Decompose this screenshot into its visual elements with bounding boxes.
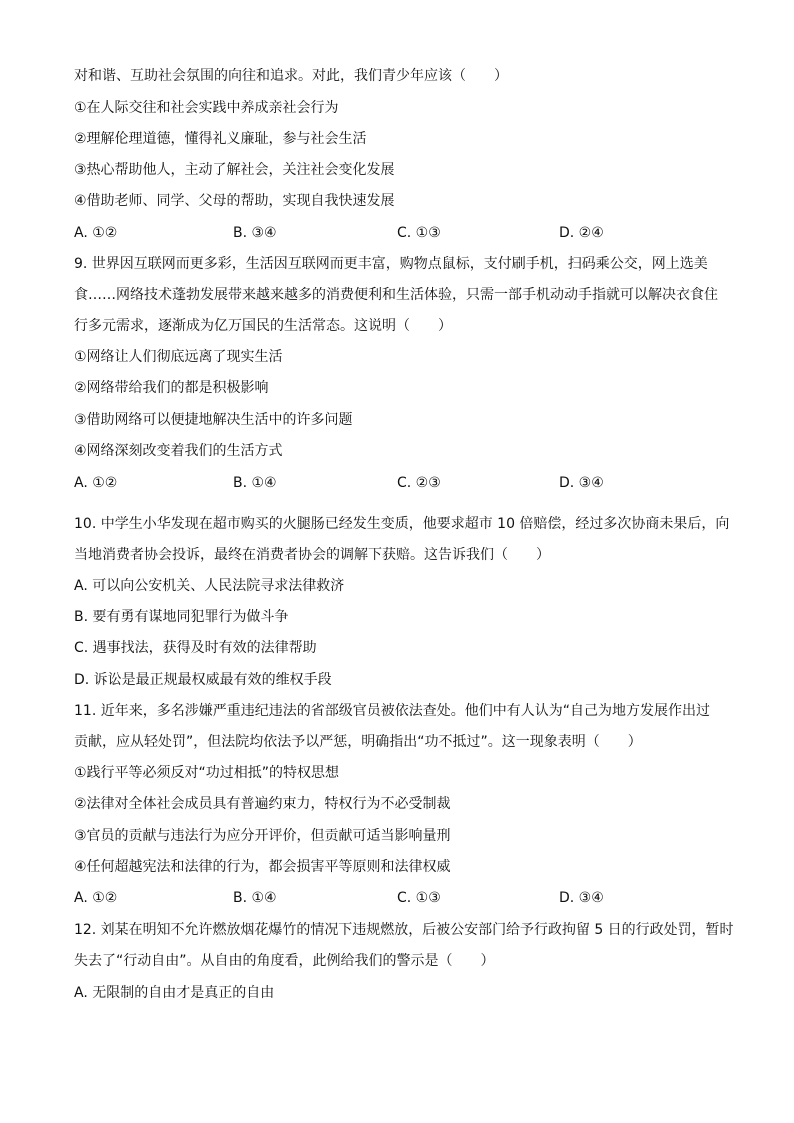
- q11-stem-line-2: 贡献，应从轻处罚”，但法院均依法予以严惩，明确指出“功不抵过”。这一现象表明（ ）: [74, 734, 642, 750]
- q10-stem-line-1: 10. 中学生小华发现在超市购买的火腿肠已经发生变质，他要求超市 10 倍赔偿，经过多次协商未果后，向: [74, 516, 730, 532]
- q8-option-d: D. ②④: [559, 225, 604, 241]
- q12-option-a: A. 无限制的自由才是真正的自由: [74, 985, 275, 1001]
- q9-statement-3: ③借助网络可以便捷地解决生活中的许多问题: [74, 412, 353, 428]
- q9-stem-line-2: 食……网络技术蓬勃发展带来越来越多的消费便利和生活体验，只需一部手机动动手指就可以解决衣食住: [74, 287, 718, 303]
- q11-statement-2: ②法律对全体社会成员具有普遍约束力，特权行为不必受制裁: [74, 796, 451, 812]
- q8-statement-4: ④借助老师、同学、父母的帮助，实现自我快速发展: [74, 193, 395, 209]
- q10-option-b: B. 要有勇有谋地同犯罪行为做斗争: [74, 609, 289, 625]
- q11-statement-4: ④任何超越宪法和法律的行为，都会损害平等原则和法律权威: [74, 859, 451, 875]
- q8-option-c: C. ①③: [397, 225, 441, 241]
- q9-option-a: A. ①②: [74, 475, 118, 491]
- q8-option-a: A. ①②: [74, 225, 118, 241]
- q8-options: [74, 223, 734, 243]
- q11-stem-line-1: 11. 近年来，多名涉嫌严重违纪违法的省部级官员被依法查处。他们中有人认为“自己为地方发展作出过: [74, 703, 710, 719]
- q9-stem-line-3: 行多元需求，逐渐成为亿万国民的生活常态。这说明（ ）: [74, 318, 452, 334]
- q11-statement-3: ③官员的贡献与违法行为应分开评价，但贡献可适当影响量刑: [74, 828, 451, 844]
- q8-statement-2: ②理解伦理道德，懂得礼义廉耻，参与社会生活: [74, 131, 367, 147]
- q11-option-b: B. ①④: [233, 890, 277, 906]
- q9-option-d: D. ③④: [559, 475, 604, 491]
- q8-statement-1: ①在人际交往和社会实践中养成亲社会行为: [74, 100, 339, 116]
- q8-option-b: B. ③④: [233, 225, 277, 241]
- q11-option-c: C. ①③: [397, 890, 441, 906]
- q11-option-d: D. ③④: [559, 890, 604, 906]
- q9-stem-line-1: 9. 世界因互联网而更多彩，生活因互联网而更丰富，购物点鼠标，支付刷手机，扫码乘公交，网上选美: [74, 256, 708, 272]
- q9-statement-1: ①网络让人们彻底远离了现实生活: [74, 349, 283, 365]
- q12-stem-line-2: 失去了“行动自由”。从自由的角度看，此例给我们的警示是（ ）: [74, 953, 495, 969]
- q11-statement-1: ①践行平等必须反对“功过相抵”的特权思想: [74, 765, 340, 781]
- q10-option-d: D. 诉讼是最正规最权威最有效的维权手段: [74, 672, 332, 688]
- q9-option-c: C. ②③: [397, 475, 441, 491]
- q9-statement-2: ②网络带给我们的都是积极影响: [74, 380, 269, 396]
- q10-option-c: C. 遇事找法，获得及时有效的法律帮助: [74, 640, 317, 656]
- q9-option-b: B. ①④: [233, 475, 277, 491]
- q10-stem-line-2: 当地消费者协会投诉，最终在消费者协会的调解下获赔。这告诉我们（ ）: [74, 547, 550, 563]
- q12-stem-line-1: 12. 刘某在明知不允许燃放烟花爆竹的情况下违规燃放，后被公安部门给予行政拘留 5 日的行政处罚，暂时: [74, 922, 734, 938]
- q11-option-a: A. ①②: [74, 890, 118, 906]
- q8-statement-3: ③热心帮助他人，主动了解社会，关注社会变化发展: [74, 162, 395, 178]
- q8-stem-line: 对和谐、互助社会氛围的向往和追求。对此，我们青少年应该（ ）: [74, 68, 508, 84]
- q9-options: [74, 473, 734, 493]
- q11-options: [74, 888, 734, 908]
- q9-statement-4: ④网络深刻改变着我们的生活方式: [74, 443, 283, 459]
- q10-option-a: A. 可以向公安机关、人民法院寻求法律救济: [74, 578, 345, 594]
